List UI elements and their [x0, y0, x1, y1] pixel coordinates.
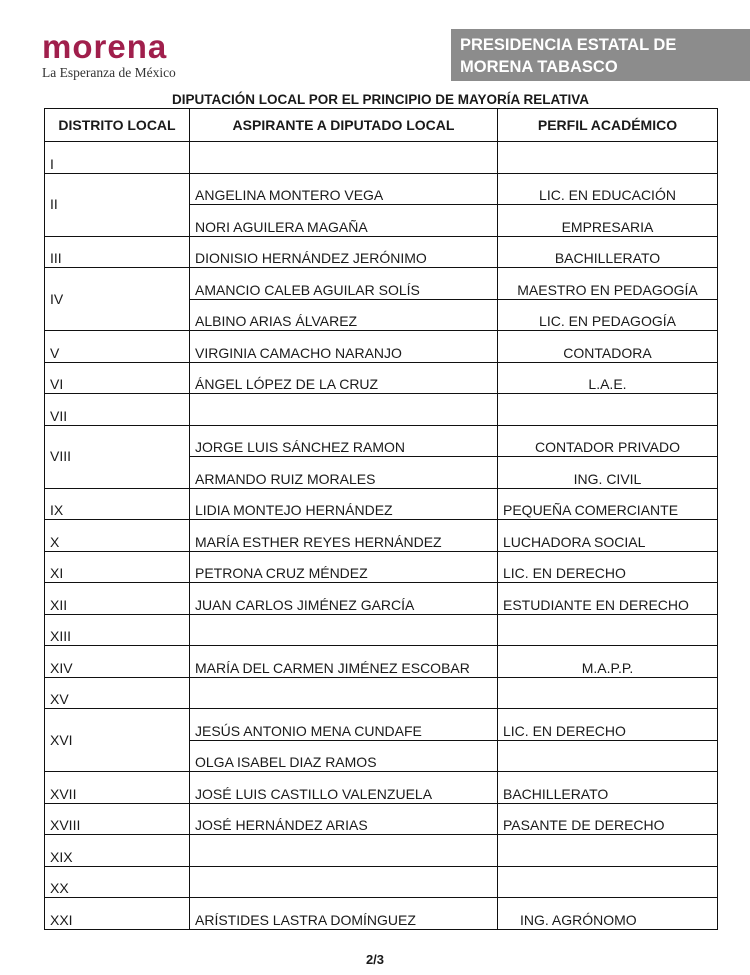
cell-aspirante: ARÍSTIDES LASTRA DOMÍNGUEZ	[190, 898, 498, 930]
cell-aspirante: NORI AGUILERA MAGAÑA	[190, 205, 498, 237]
table-row	[45, 331, 718, 363]
cell-perfil: ESTUDIANTE EN DERECHO	[498, 583, 718, 615]
morena-logo	[42, 30, 176, 81]
cell-distrito: XVIII	[45, 803, 190, 835]
cell-aspirante: JORGE LUIS SÁNCHEZ RAMON	[190, 425, 498, 457]
cell-distrito: X	[45, 520, 190, 552]
cell-perfil: LIC. EN DERECHO	[498, 551, 718, 583]
cell-aspirante: JOSÉ HERNÁNDEZ ARIAS	[190, 803, 498, 835]
cell-aspirante: JESÚS ANTONIO MENA CUNDAFE	[190, 709, 498, 741]
cell-aspirante: LIDIA MONTEJO HERNÁNDEZ	[190, 488, 498, 520]
cell-perfil: PEQUEÑA COMERCIANTE	[498, 488, 718, 520]
cell-distrito: II	[45, 173, 190, 236]
cell-perfil	[498, 835, 718, 867]
table-row	[45, 677, 718, 709]
table-row	[45, 551, 718, 583]
cell-aspirante: ALBINO ARIAS ÁLVAREZ	[190, 299, 498, 331]
table-row	[45, 835, 718, 867]
cell-distrito: V	[45, 331, 190, 363]
cell-perfil: LIC. EN PEDAGOGÍA	[498, 299, 718, 331]
cell-aspirante: OLGA ISABEL DIAZ RAMOS	[190, 740, 498, 772]
header-title-line-1: PRESIDENCIA ESTATAL DE	[460, 36, 677, 54]
logo-wordmark: morena	[42, 28, 168, 65]
cell-distrito: VIII	[45, 425, 190, 488]
cell-distrito: IX	[45, 488, 190, 520]
cell-perfil	[498, 394, 718, 426]
cell-perfil	[498, 677, 718, 709]
cell-perfil: LIC. EN DERECHO	[498, 709, 718, 741]
table-row	[45, 236, 718, 268]
table-row	[45, 709, 718, 741]
cell-perfil	[498, 614, 718, 646]
page-number: 2/3	[365, 952, 385, 967]
cell-aspirante: ÁNGEL LÓPEZ DE LA CRUZ	[190, 362, 498, 394]
cell-distrito: XIII	[45, 614, 190, 646]
cell-aspirante	[190, 677, 498, 709]
cell-perfil: M.A.P.P.	[498, 646, 718, 678]
cell-distrito: I	[45, 142, 190, 174]
header-title-box	[451, 29, 750, 81]
table-row	[45, 583, 718, 615]
table-row	[45, 898, 718, 930]
cell-aspirante	[190, 866, 498, 898]
table-row	[45, 268, 718, 300]
table-row	[45, 803, 718, 835]
cell-distrito: XXI	[45, 898, 190, 930]
cell-aspirante: JOSÉ LUIS CASTILLO VALENZUELA	[190, 772, 498, 804]
cell-perfil: BACHILLERATO	[498, 772, 718, 804]
table-row	[45, 772, 718, 804]
cell-aspirante	[190, 835, 498, 867]
cell-distrito: XI	[45, 551, 190, 583]
cell-aspirante: AMANCIO CALEB AGUILAR SOLÍS	[190, 268, 498, 300]
cell-aspirante: DIONISIO HERNÁNDEZ JERÓNIMO	[190, 236, 498, 268]
cell-perfil: ING. CIVIL	[498, 457, 718, 489]
table-row	[45, 425, 718, 457]
document-subtitle: DIPUTACIÓN LOCAL POR EL PRINCIPIO DE MAYORÍA RELATIVA	[171, 92, 590, 107]
cell-perfil: PASANTE DE DERECHO	[498, 803, 718, 835]
cell-perfil	[498, 142, 718, 174]
header-perfil: PERFIL ACADÉMICO	[498, 109, 718, 142]
cell-perfil	[498, 866, 718, 898]
cell-distrito: XIX	[45, 835, 190, 867]
cell-aspirante: ANGELINA MONTERO VEGA	[190, 173, 498, 205]
table-header-row	[45, 109, 718, 142]
cell-perfil: LIC. EN EDUCACIÓN	[498, 173, 718, 205]
cell-aspirante	[190, 614, 498, 646]
cell-perfil	[498, 740, 718, 772]
cell-aspirante	[190, 142, 498, 174]
cell-aspirante: MARÍA ESTHER REYES HERNÁNDEZ	[190, 520, 498, 552]
cell-distrito: XVII	[45, 772, 190, 804]
cell-perfil: CONTADORA	[498, 331, 718, 363]
cell-perfil: ING. AGRÓNOMO	[498, 898, 718, 930]
cell-perfil: BACHILLERATO	[498, 236, 718, 268]
cell-distrito: XX	[45, 866, 190, 898]
table-row	[45, 520, 718, 552]
table-row	[45, 394, 718, 426]
candidates-table	[44, 108, 718, 930]
cell-distrito: IV	[45, 268, 190, 331]
cell-aspirante: VIRGINIA CAMACHO NARANJO	[190, 331, 498, 363]
header-distrito: DISTRITO LOCAL	[45, 109, 190, 142]
cell-perfil: MAESTRO EN PEDAGOGÍA	[498, 268, 718, 300]
table-row	[45, 362, 718, 394]
table-row	[45, 488, 718, 520]
cell-distrito: XIV	[45, 646, 190, 678]
cell-distrito: VI	[45, 362, 190, 394]
cell-aspirante: JUAN CARLOS JIMÉNEZ GARCÍA	[190, 583, 498, 615]
cell-distrito: XII	[45, 583, 190, 615]
cell-perfil: L.A.E.	[498, 362, 718, 394]
cell-distrito: III	[45, 236, 190, 268]
cell-perfil: EMPRESARIA	[498, 205, 718, 237]
cell-aspirante: ARMANDO RUIZ MORALES	[190, 457, 498, 489]
table-row	[45, 646, 718, 678]
cell-distrito: XV	[45, 677, 190, 709]
cell-distrito: VII	[45, 394, 190, 426]
cell-perfil: CONTADOR PRIVADO	[498, 425, 718, 457]
table-row	[45, 173, 718, 205]
cell-distrito: XVI	[45, 709, 190, 772]
table-row	[45, 142, 718, 174]
cell-aspirante: PETRONA CRUZ MÉNDEZ	[190, 551, 498, 583]
cell-aspirante: MARÍA DEL CARMEN JIMÉNEZ ESCOBAR	[190, 646, 498, 678]
table-row	[45, 866, 718, 898]
table-row	[45, 614, 718, 646]
cell-perfil: LUCHADORA SOCIAL	[498, 520, 718, 552]
header-aspirante: ASPIRANTE A DIPUTADO LOCAL	[190, 109, 498, 142]
cell-aspirante	[190, 394, 498, 426]
logo-tagline: La Esperanza de México	[42, 65, 176, 80]
header-title-line-2: MORENA TABASCO	[460, 58, 618, 76]
